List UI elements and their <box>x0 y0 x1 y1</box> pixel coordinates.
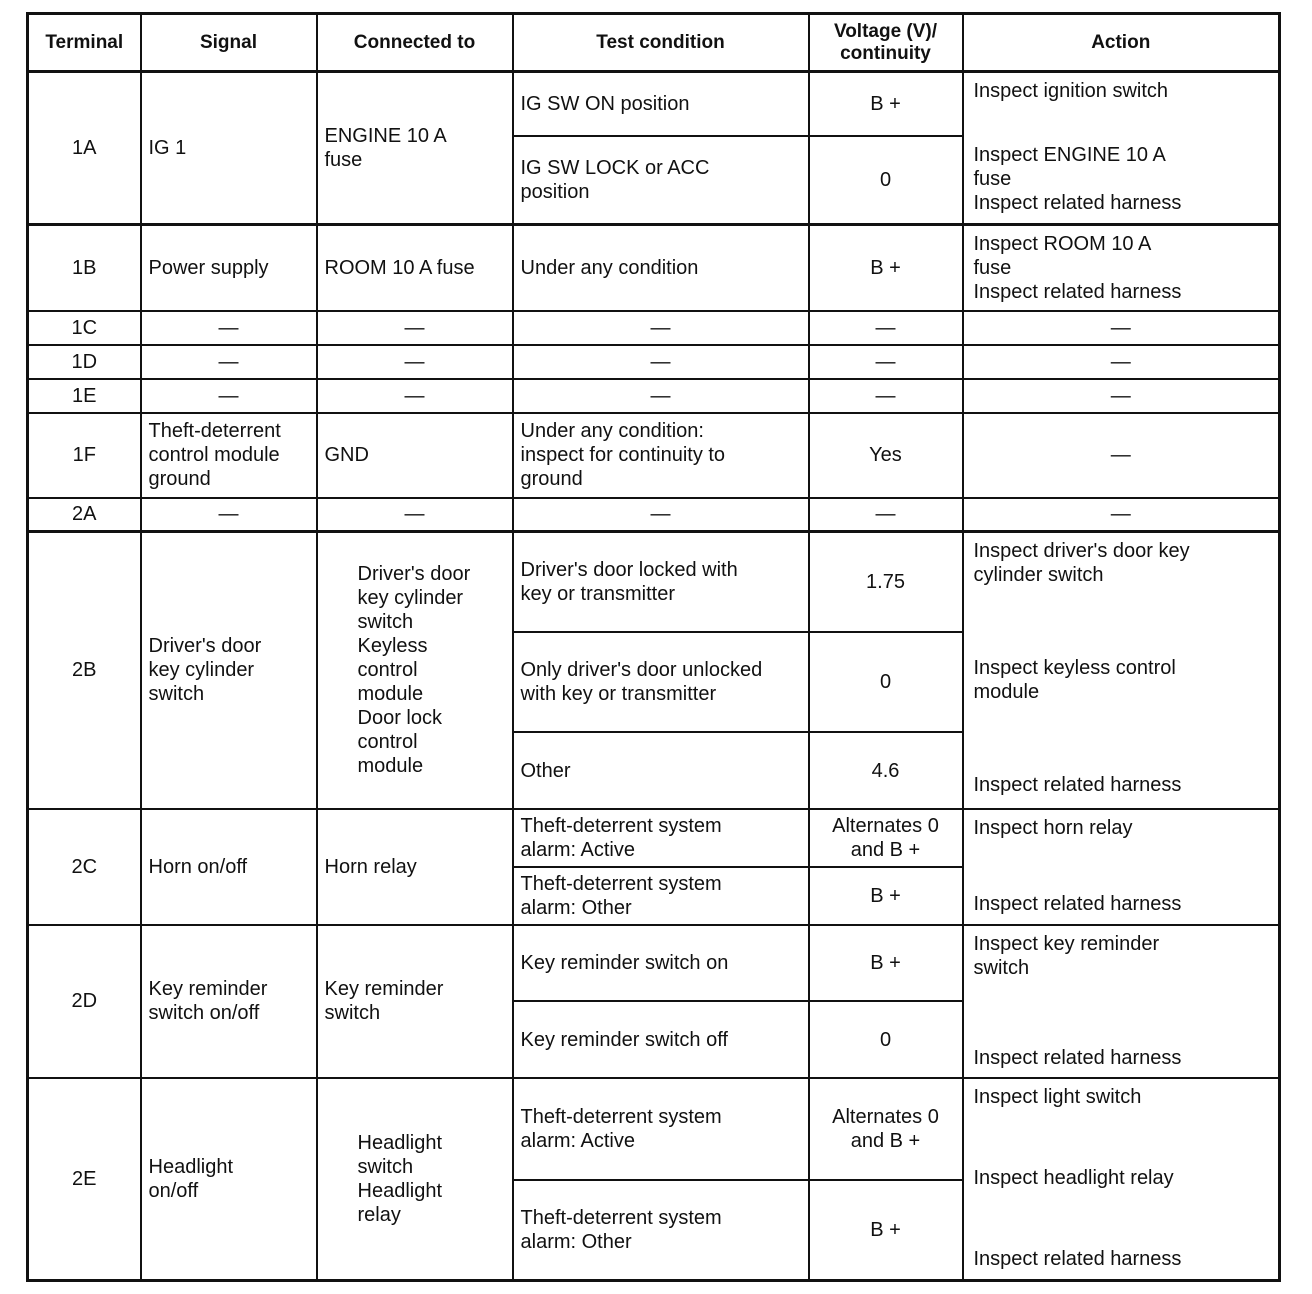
terminal-cell: 2E <box>28 1078 141 1281</box>
dash-cell: — <box>809 345 963 379</box>
dash-cell: — <box>809 311 963 345</box>
dash-cell: — <box>141 498 317 532</box>
dash-cell: — <box>317 311 513 345</box>
signal-cell: Driver's door key cylinder switch <box>141 532 317 809</box>
dash-cell: — <box>513 311 809 345</box>
header-signal: Signal <box>141 14 317 72</box>
dash-cell: — <box>317 379 513 413</box>
condition-cell: Under any condition: inspect for continuity to ground <box>513 413 809 497</box>
condition-cell: Theft-deterrent system alarm: Active <box>513 1078 809 1180</box>
connected-cell: Driver's door key cylinder switch Keyless control module Door lock control module <box>317 532 513 809</box>
action-cell: Inspect ignition switch Inspect ENGINE 10 A fuse Inspect related harness <box>963 72 1280 225</box>
condition-cell: IG SW LOCK or ACC position <box>513 136 809 224</box>
voltage-cell: Yes <box>809 413 963 497</box>
voltage-cell: 0 <box>809 1001 963 1077</box>
dash-cell: — <box>141 379 317 413</box>
dash-cell: — <box>963 379 1280 413</box>
action-cell: Inspect light switch Inspect headlight relay Inspect related harness <box>963 1078 1280 1281</box>
terminal-cell: 1D <box>28 345 141 379</box>
dash-cell: — <box>513 345 809 379</box>
voltage-cell: 0 <box>809 632 963 732</box>
table-row-2d <box>28 925 1280 1001</box>
dash-cell: — <box>809 379 963 413</box>
terminal-inspection-table <box>26 12 1281 1282</box>
voltage-cell: Alternates 0 and B + <box>809 809 963 867</box>
voltage-cell: B + <box>809 925 963 1001</box>
condition-cell: IG SW ON position <box>513 72 809 136</box>
signal-cell: Headlight on/off <box>141 1078 317 1281</box>
dash-cell: — <box>963 311 1280 345</box>
terminal-cell: 1E <box>28 379 141 413</box>
condition-cell: Theft-deterrent system alarm: Other <box>513 867 809 925</box>
table-row-1a <box>28 72 1280 136</box>
signal-cell: Theft-deterrent control module ground <box>141 413 317 497</box>
header-test-condition: Test condition <box>513 14 809 72</box>
dash-cell: — <box>317 498 513 532</box>
terminal-table-container <box>26 12 1278 1282</box>
header-action: Action <box>963 14 1280 72</box>
voltage-cell: 0 <box>809 136 963 224</box>
condition-cell: Theft-deterrent system alarm: Other <box>513 1180 809 1280</box>
condition-cell: Theft-deterrent system alarm: Active <box>513 809 809 867</box>
voltage-cell: B + <box>809 1180 963 1280</box>
header-terminal: Terminal <box>28 14 141 72</box>
action-cell: Inspect key reminder switch Inspect related harness <box>963 925 1280 1078</box>
signal-cell: Key reminder switch on/off <box>141 925 317 1078</box>
table-row-2b <box>28 532 1280 632</box>
dash-cell: — <box>963 345 1280 379</box>
table-row-2c <box>28 809 1280 867</box>
voltage-cell: Alternates 0 and B + <box>809 1078 963 1180</box>
terminal-cell: 1A <box>28 72 141 225</box>
voltage-cell: 1.75 <box>809 532 963 632</box>
terminal-cell: 2D <box>28 925 141 1078</box>
table-row-1e <box>28 379 1280 413</box>
terminal-cell: 1F <box>28 413 141 497</box>
terminal-cell: 1B <box>28 224 141 311</box>
connected-cell: Headlight switch Headlight relay <box>317 1078 513 1281</box>
action-cell: Inspect ROOM 10 A fuse Inspect related harness <box>963 224 1280 311</box>
header-row <box>28 14 1280 72</box>
signal-cell: Power supply <box>141 224 317 311</box>
condition-cell: Driver's door locked with key or transmitter <box>513 532 809 632</box>
connected-cell: Horn relay <box>317 809 513 925</box>
action-cell: Inspect driver's door key cylinder switch Inspect keyless control module Inspect related harness <box>963 532 1280 809</box>
voltage-cell: B + <box>809 72 963 136</box>
signal-cell: IG 1 <box>141 72 317 225</box>
terminal-cell: 2A <box>28 498 141 532</box>
action-cell: Inspect horn relay Inspect related harness <box>963 809 1280 925</box>
dash-cell: — <box>809 498 963 532</box>
header-voltage: Voltage (V)/ continuity <box>809 14 963 72</box>
signal-cell: Horn on/off <box>141 809 317 925</box>
dash-cell: — <box>963 498 1280 532</box>
table-row-1d <box>28 345 1280 379</box>
condition-cell: Under any condition <box>513 224 809 311</box>
dash-cell: — <box>317 345 513 379</box>
connected-cell: GND <box>317 413 513 497</box>
connected-cell: ROOM 10 A fuse <box>317 224 513 311</box>
terminal-cell: 1C <box>28 311 141 345</box>
table-row-2e <box>28 1078 1280 1180</box>
condition-cell: Other <box>513 732 809 808</box>
header-connected-to: Connected to <box>317 14 513 72</box>
condition-cell: Key reminder switch off <box>513 1001 809 1077</box>
connected-cell: Key reminder switch <box>317 925 513 1078</box>
dash-cell: — <box>963 413 1280 497</box>
condition-cell: Only driver's door unlocked with key or transmitter <box>513 632 809 732</box>
voltage-cell: B + <box>809 224 963 311</box>
connected-cell: ENGINE 10 A fuse <box>317 72 513 225</box>
table-row-1c <box>28 311 1280 345</box>
dash-cell: — <box>141 345 317 379</box>
voltage-cell: 4.6 <box>809 732 963 808</box>
dash-cell: — <box>141 311 317 345</box>
table-row-1b <box>28 224 1280 311</box>
table-row-1f <box>28 413 1280 497</box>
terminal-cell: 2C <box>28 809 141 925</box>
dash-cell: — <box>513 379 809 413</box>
condition-cell: Key reminder switch on <box>513 925 809 1001</box>
voltage-cell: B + <box>809 867 963 925</box>
terminal-cell: 2B <box>28 532 141 809</box>
table-row-2a <box>28 498 1280 532</box>
dash-cell: — <box>513 498 809 532</box>
